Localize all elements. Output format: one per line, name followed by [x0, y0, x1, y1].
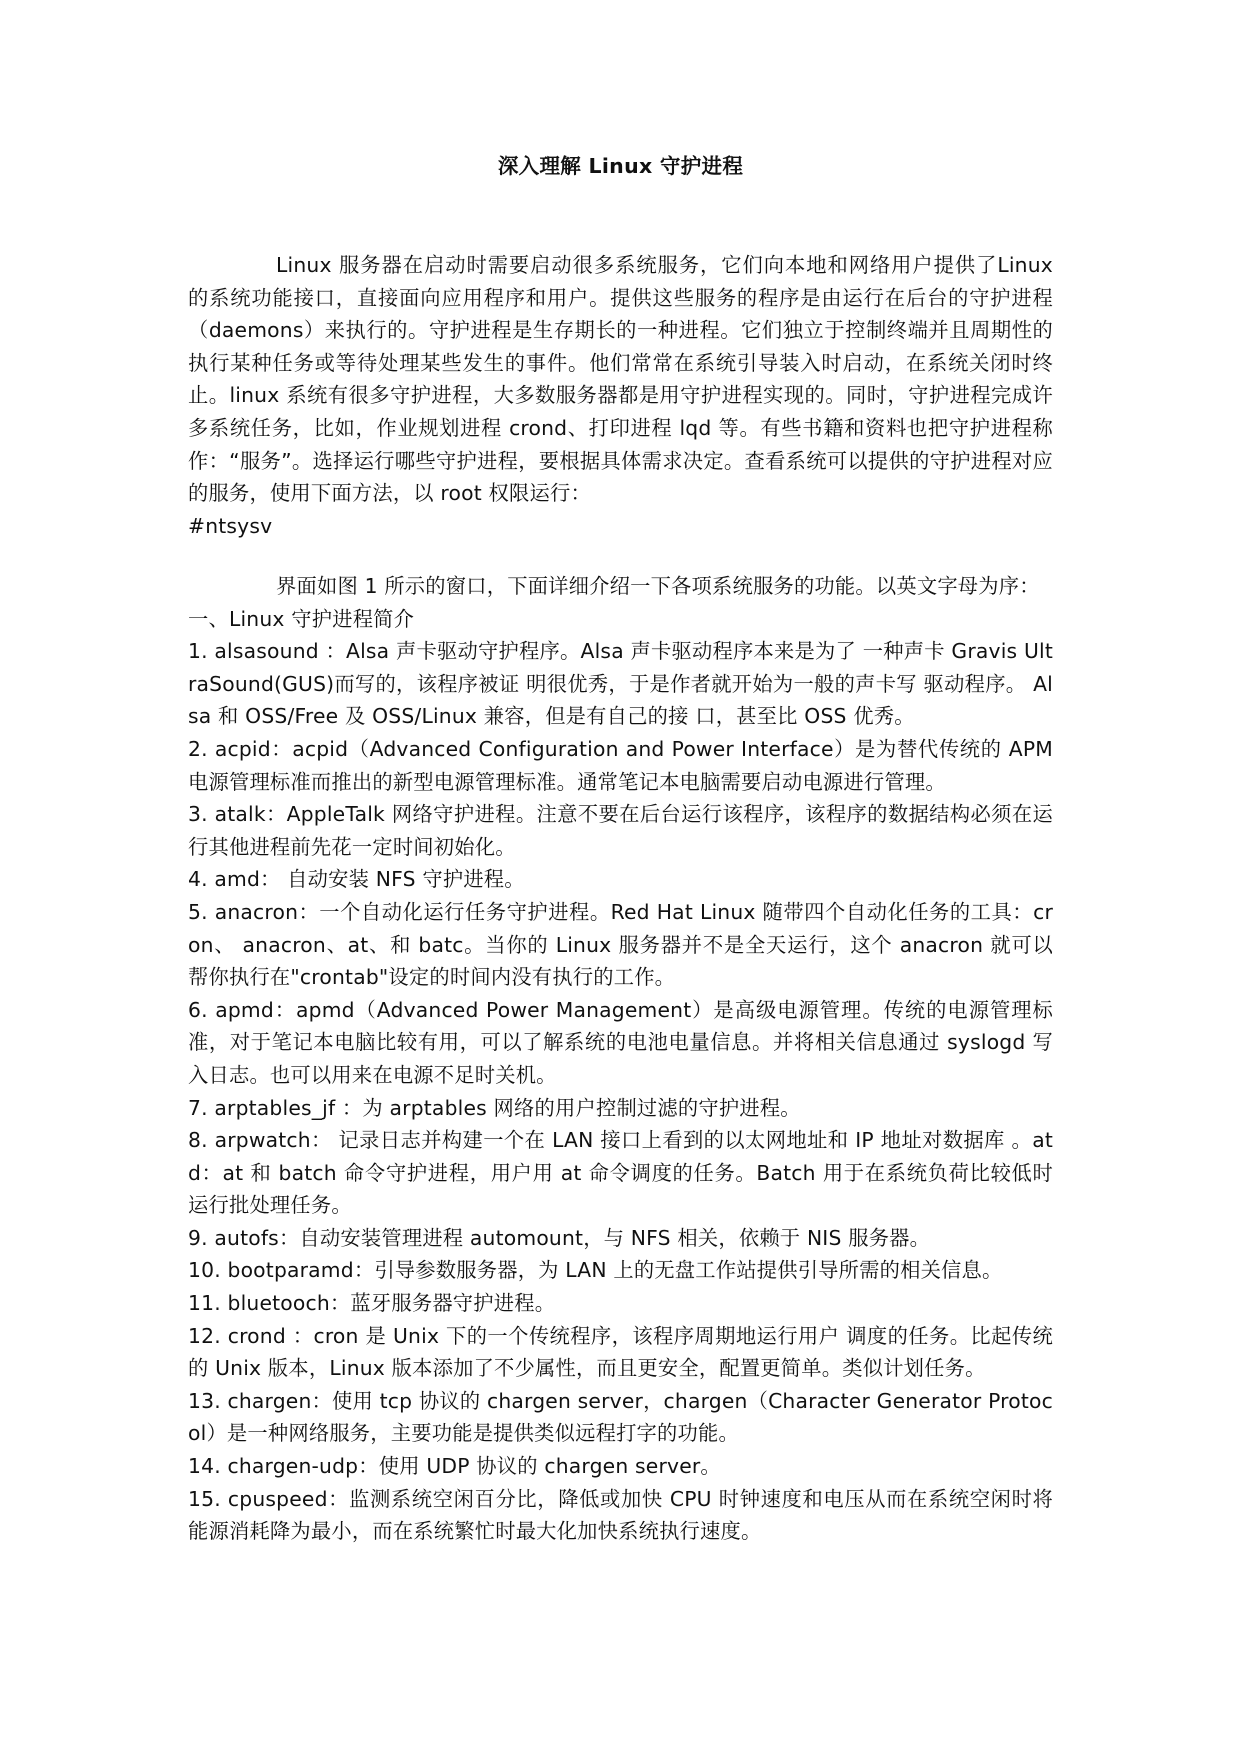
list-item: 3. atalk：AppleTalk 网络守护进程。注意不要在后台运行该程序，该程序的数据结构必须在运行其他进程前先花一定时间初始化。: [188, 802, 1053, 859]
list-item: 12. crond ：cron 是 Unix 下的一个传统程序，该程序周期地运行用户 调度的任务。比起传统的 Unix 版本，Linux 版本添加了不少属性，而且更安全，配置更简单。类似计划任务。: [188, 1323, 1053, 1381]
list-item: 5. anacron：一个自动化运行任务守护进程。Red Hat Linux 随带四个自动化任务的工具：cron、 anacron、at、和 batc。当你的 Linux 服务器并不是全天运行，这个 anacron 就可以帮你执行在"crontab"设定的时间内没有执行的工作。: [188, 899, 1053, 990]
command-line: #ntsysv: [188, 513, 273, 538]
list-item: 1. alsasound ：Alsa 声卡驱动守护程序。Alsa 声卡驱动程序本来是为了 一种声卡 Gravis UltraSound(GUS)而写的，该程序被证 明很优秀，于是作者就开始为一般的声卡写 驱动程序。 Alsa 和 OSS/Free 及 OSS/Linux 兼容，但是有自己的接 口，甚至比 OSS 优秀。: [188, 639, 1053, 729]
list-item: 13. chargen：使用 tcp 协议的 chargen server，chargen（Character Generator Protocol）是一种网络服务，主要功能是提供类似远程打字的功能。: [188, 1388, 1053, 1446]
list-item: 8. arpwatch： 记录日志并构建一个在 LAN 接口上看到的以太网地址和 IP 地址对数据库 。atd：at 和 batch 命令守护进程，用户用 at 命令调度的任务。Batch 用于在系统负荷比较低时 运行批处理任务。: [188, 1128, 1053, 1218]
list-item: 2. acpid：acpid（Advanced Configuration and Power Interface）是为替代传统的 APM 电源管理标准而推出的新型电源管理标准。通常笔记本电脑需要启动电源进行管理。: [188, 736, 1053, 794]
list-item: 4. amd： 自动安装 NFS 守护进程。: [188, 867, 525, 892]
list-item: 11. bluetooch：蓝牙服务器守护进程。: [188, 1291, 556, 1316]
list-item: 14. chargen-udp：使用 UDP 协议的 chargen server。: [188, 1454, 721, 1479]
intro-section: [188, 249, 1053, 542]
services-section: [188, 570, 1053, 1548]
list-item: 6. apmd：apmd（Advanced Power Management）是高级电源管理。传统的电源管理标准，对于笔记本电脑比较有用，可以了解系统的电池电量信息。并将相关信息通过 syslogd 写入日志。也可以用来在电源不足时关机。: [188, 997, 1053, 1087]
intro-paragraph: Linux 服务器在启动时需要启动很多系统服务，它们向本地和网络用户提供了Linux 的系统功能接口，直接面向应用程序和用户。提供这些服务的程序是由运行在后台的守护进程（daemons）来执行的。守护进程是生存期长的一种进程。它们独立于控制终端并且周期性的执行某种任务或等待处理某些发生的事件。他们常常在系统引导装入时启动，在系统关闭时终止。linux 系统有很多守护进程，大多数服务器都是用守护进程实现的。同时，守护进程完成许多系统任务，比如，作业规划进程 crond、打印进程 lqd 等。有些书籍和资料也把守护进程称作：“服务”。选择运行哪些守护进程，要根据具体需求决定。查看系统可以提供的守护进程对应的服务，使用下面方法，以 root 权限运行：: [188, 253, 1053, 506]
list-item: 9. autofs：自动安装管理进程 automount，与 NFS 相关，依赖于 NIS 服务器。: [188, 1225, 931, 1250]
section-heading: 一、Linux 守护进程简介: [188, 606, 415, 631]
document-title: 深入理解 Linux 守护进程: [497, 154, 744, 178]
window-paragraph: 界面如图 1 所示的窗口，下面详细介绍一下各项系统服务的功能。以英文字母为序：: [276, 574, 1040, 598]
list-item: 10. bootparamd：引导参数服务器，为 LAN 上的无盘工作站提供引导所需的相关信息。: [188, 1258, 1003, 1283]
list-item: 7. arptables_jf ：为 arptables 网络的用户控制过滤的守护进程。: [188, 1095, 801, 1120]
list-item: 15. cpuspeed：监测系统空闲百分比，降低或加快 CPU 时钟速度和电压从而在系统空闲时将能源消耗降为最小，而在系统繁忙时最大化加快系统执行速度。: [188, 1486, 1053, 1544]
